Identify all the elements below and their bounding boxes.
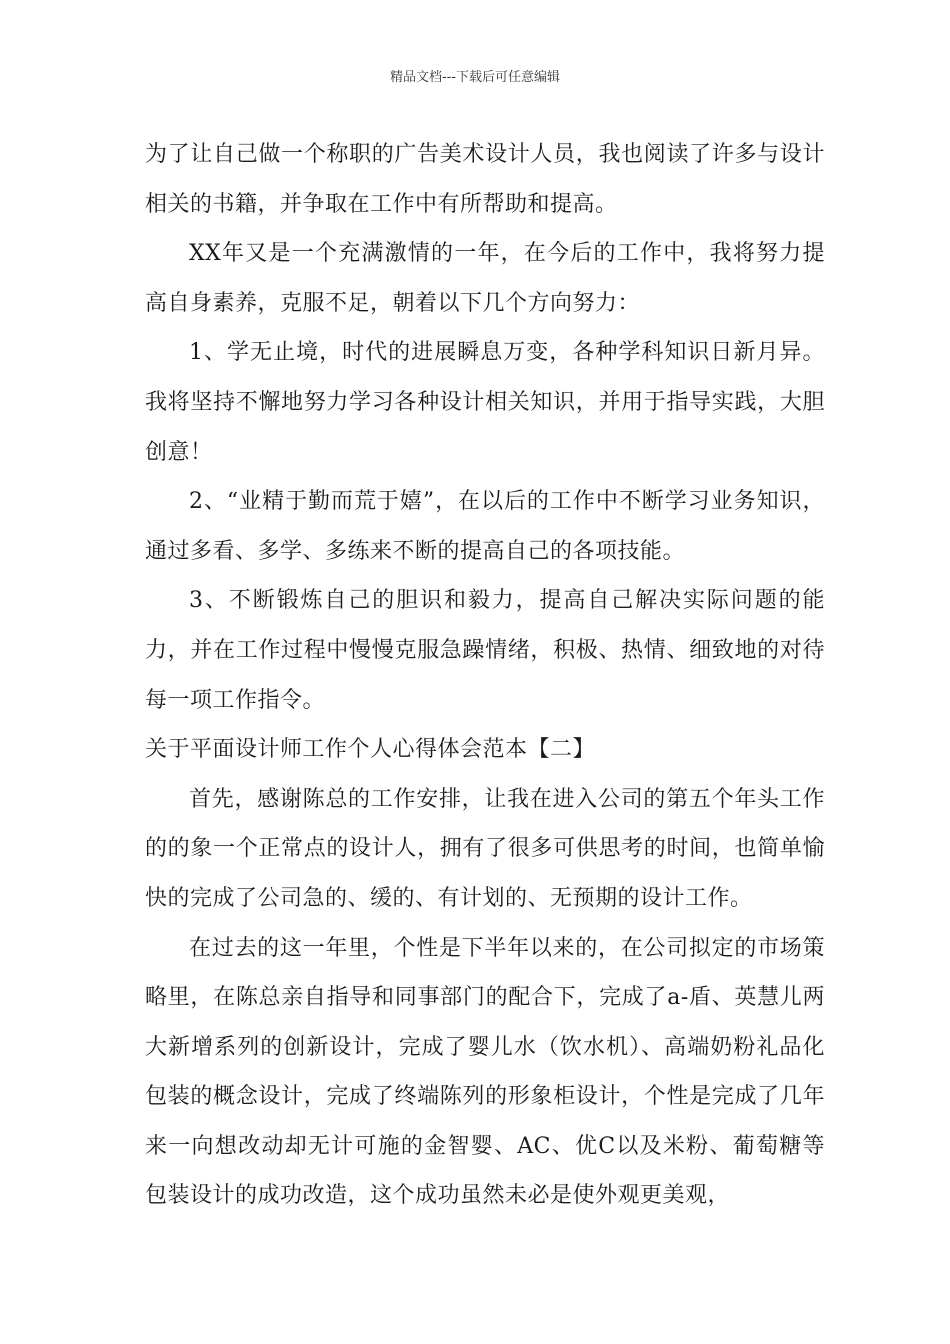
paragraph-3: 1、学无止境，时代的进展瞬息万变，各种学科知识日新月异。我将坚持不懈地努力学习各种设计相关知识，并用于指导实践，大胆创意！ <box>145 340 825 465</box>
paragraph-1: 为了让自己做一个称职的广告美术设计人员，我也阅读了许多与设计相关的书籍，并争取在工作中有所帮助和提高。 <box>145 142 825 217</box>
section-paragraph-1: 首先，感谢陈总的工作安排，让我在进入公司的第五个年头工作的的象一个正常点的设计人，拥有了很多可供思考的时间，也简单愉快的完成了公司急的、缓的、有计划的、无预期的设计工作。 <box>145 786 825 911</box>
paragraph-5: 3、不断锻炼自己的胆识和毅力，提高自己解决实际问题的能力，并在工作过程中慢慢克服急躁情绪，积极、热情、细致地的对待每一项工作指令。 <box>145 588 825 713</box>
section-paragraph-2: 在过去的这一年里，个性是下半年以来的，在公司拟定的市场策略里，在陈总亲自指导和同事部门的配合下，完成了a-盾、英慧儿两大新增系列的创新设计，完成了婴儿水（饮水机）、高端奶粉礼品化包装的概念设计，完成了终端陈列的形象柜设计，个性是完成了几年来一向想改动却无计可施的金智婴、AC、优C以及米粉、葡萄糖等包装设计的成功改造，这个成功虽然未必是使外观更美观， <box>145 935 825 1209</box>
paragraph-4: 2、“业精于勤而荒于嬉”，在以后的工作中不断学习业务知识，通过多看、多学、多练来不断的提高自己的各项技能。 <box>145 489 825 564</box>
page-header: 精品文档---下载后可任意编辑 <box>389 70 561 85</box>
paragraph-2: XX年又是一个充满激情的一年，在今后的工作中，我将努力提高自身素养，克服不足，朝着以下几个方向努力： <box>145 241 825 316</box>
section-heading: 关于平面设计师工作个人心得体会范本【二】 <box>145 737 596 763</box>
document-body <box>145 130 825 1221</box>
